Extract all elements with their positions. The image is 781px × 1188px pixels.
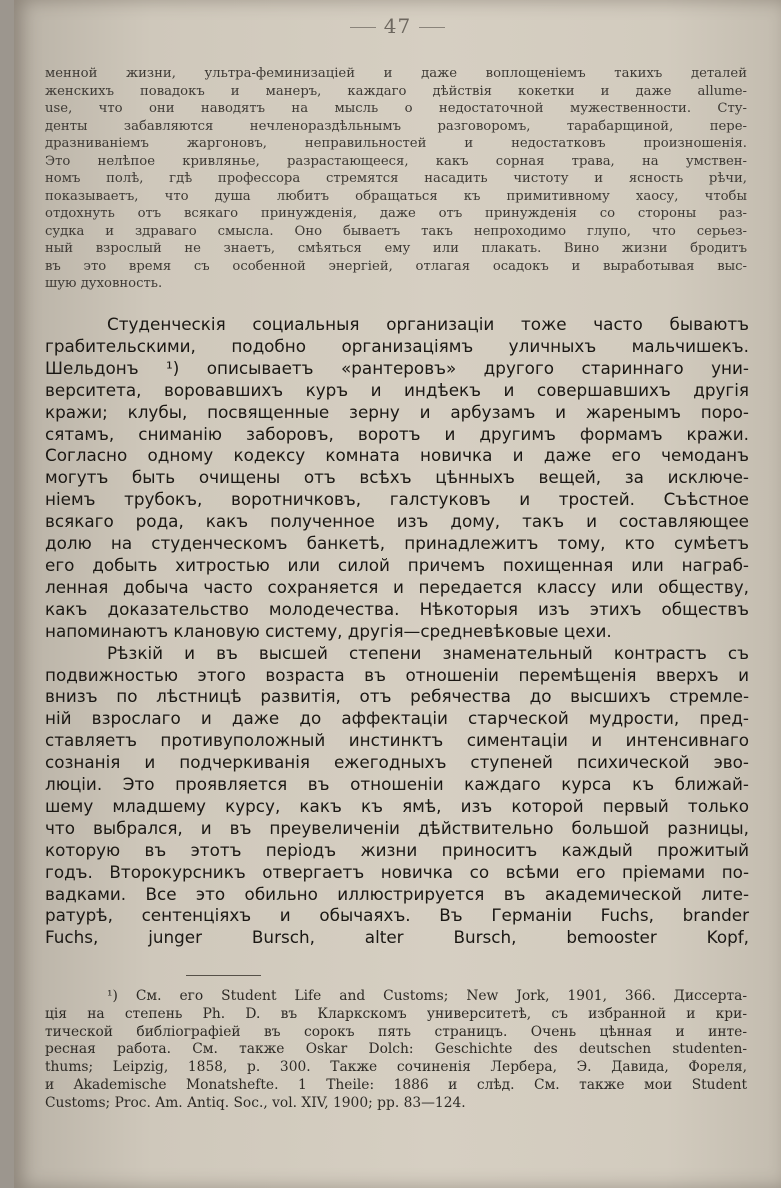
- text-line: вадками. Все это обильно иллюстрируется въ академической лите-: [45, 883, 749, 904]
- footnote-line: ¹) См. его Student Life and Customs; New Jork, 1901, 366. Диссерта-: [107, 988, 747, 1004]
- footnote-line: цiя на степень Ph. D. въ Кларкскомъ университетѣ, съ избранной и кри-: [45, 1005, 747, 1022]
- page-number-header: [14, 14, 781, 38]
- text-line: судка и здраваго смысла. Оно бываетъ такъ непроходимо глупо, что серьез-: [45, 223, 747, 239]
- footnote-line: thums; Leipzig, 1858, p. 300. Также сочиненiя Лербера, Э. Давида, Фореля,: [45, 1059, 747, 1076]
- text-line: нiемъ трубокъ, воротничковъ, галстуковъ и тростей. Съѣстное: [45, 489, 749, 510]
- text-line: Студенческiя социальныя организацiи тоже часто бываютъ: [107, 314, 749, 334]
- text-line: которую въ этотъ перiодъ жизни приноситъ каждый прожитый: [45, 839, 749, 860]
- main-text: [45, 314, 749, 949]
- text-line: ленная добыча часто сохраняется и передается классу или обществу,: [45, 576, 749, 597]
- text-line: шему младшему курсу, какъ къ ямѣ, изъ которой первый только: [45, 795, 749, 816]
- text-line: use, что они наводятъ на мысль о недостаточной мужественности. Сту-: [45, 101, 747, 116]
- text-line: подвижностью этого возраста въ отношенiи перемѣщенiя вверхъ и: [45, 664, 749, 685]
- text-line: ратурѣ, сентенцiяхъ и обычаяхъ. Въ Германiи Fuchs, brander: [45, 905, 749, 926]
- footnote-line: и Akademische Monatshefte. 1 Theile: 1886 и слѣд. См. также мои Student: [45, 1076, 747, 1093]
- text-line: сятамъ, сниманiю заборовъ, воротъ и другимъ формамъ кражи.: [45, 423, 749, 444]
- text-line: Рѣзкiй и въ высшей степени знаменательный контрастъ съ: [107, 642, 749, 663]
- text-line: верситета, воровавшихъ куръ и индѣекъ и совершавшихъ другiя: [45, 379, 749, 400]
- page-number-dash-right: [419, 27, 445, 28]
- text-line: могутъ быть очищены отъ всѣхъ цѣнныхъ вещей, за исключе-: [45, 467, 749, 488]
- text-line: долю на студенческомъ банкетѣ, принадлежитъ тому, кто сумѣетъ: [45, 533, 749, 554]
- text-line: сознанiя и подчеркиванiя ежегодныхъ ступеней психической эво-: [45, 752, 749, 773]
- text-line: нiй взрослаго и даже до аффектацiи старческой мудрости, пред-: [45, 708, 749, 729]
- text-line: напоминаютъ клановую систему, другiя—средневѣковые цехи.: [45, 620, 612, 641]
- footnote: [45, 988, 747, 1113]
- text-line: денты забавляются нечленораздѣльнымъ разговоромъ, тарабарщиной, пере-: [45, 118, 747, 134]
- text-line: какъ доказательство молодечества. Нѣкоторыя изъ этихъ обществъ: [45, 598, 749, 619]
- footnote-line: тической библiографiей въ сорокъ пять страницъ. Очень цѣнная и инте-: [45, 1023, 747, 1040]
- text-line: люцiи. Это проявляется въ отношенiи каждаго курса къ ближай-: [45, 774, 749, 795]
- text-line: годъ. Второкурсникъ отвергаетъ новичка со всѣми его прiемами по-: [45, 861, 749, 882]
- text-line: женскихъ повадокъ и манеръ, каждаго дѣйствiя кокетки и даже allume-: [45, 83, 747, 99]
- text-line: ный взрослый не знаетъ, смѣяться ему или плакать. Вино жизни бродитъ: [45, 241, 747, 256]
- text-line: его добыть хитростью или силой причемъ похищенная или награб-: [45, 554, 749, 575]
- text-line: кражи; клубы, посвященные зерну и арбузамъ и жаренымъ поро-: [45, 401, 749, 422]
- text-line: показываетъ, что душа любитъ обращаться къ примитивному хаосу, чтобы: [45, 188, 747, 204]
- footnote-line: ресная работа. См. также Oskar Dolch: Geschichte des deutschen studenten-: [45, 1041, 747, 1058]
- top-paragraph: [45, 65, 747, 293]
- text-line: что выбрался, и въ преувеличенiи дѣйствительно большой разницы,: [45, 817, 749, 838]
- page-number: 47: [383, 14, 412, 38]
- text-line: Fuchs, junger Bursch, alter Bursch, bemooster Kopf,: [45, 927, 749, 948]
- text-line: всякаго рода, какъ полученное изъ дому, такъ и составляющее: [45, 511, 749, 532]
- text-line: Шельдонъ ¹) описываетъ «рантеровъ» другого стариннаго уни-: [45, 357, 749, 378]
- text-line: ставляетъ противуположный инстинктъ симентацiи и интенсивнаго: [45, 730, 749, 751]
- text-line: въ это время съ особенной энергiей, отлагая осадокъ и выработывая выс-: [45, 258, 747, 274]
- text-line: грабительскими, подобно организацiямъ уличныхъ мальчишекъ.: [45, 335, 749, 356]
- page-number-dash-left: [350, 27, 376, 28]
- text-line: Согласно одному кодексу комната новичка и даже его чемоданъ: [45, 445, 749, 466]
- text-line: менной жизни, ультра-феминизацiей и даже воплощенiемъ такихъ деталей: [45, 66, 747, 81]
- text-line: внизъ по лѣстницѣ развитiя, отъ ребячества до высшихъ стремле-: [45, 686, 749, 707]
- book-page: [14, 0, 781, 1188]
- text-line: шую духовность.: [45, 276, 163, 291]
- text-line: отдохнуть отъ всякаго принужденiя, даже отъ принужденiя со стороны раз-: [45, 206, 747, 221]
- text-line: номъ полѣ, гдѣ профессора стремятся насадить чистоту и ясность рѣчи,: [45, 171, 747, 186]
- text-line: дразниванiемъ жаргоновъ, неправильностей и недостатковъ произношенiя.: [45, 136, 747, 151]
- text-line: Это нелѣпое кривлянье, разрастающееся, какъ сорная трава, на умствен-: [45, 153, 747, 169]
- footnote-separator: [186, 975, 261, 976]
- footnote-line: Customs; Proc. Am. Antiq. Soc., vol. XIV, 1900; pp. 83—124.: [45, 1094, 466, 1111]
